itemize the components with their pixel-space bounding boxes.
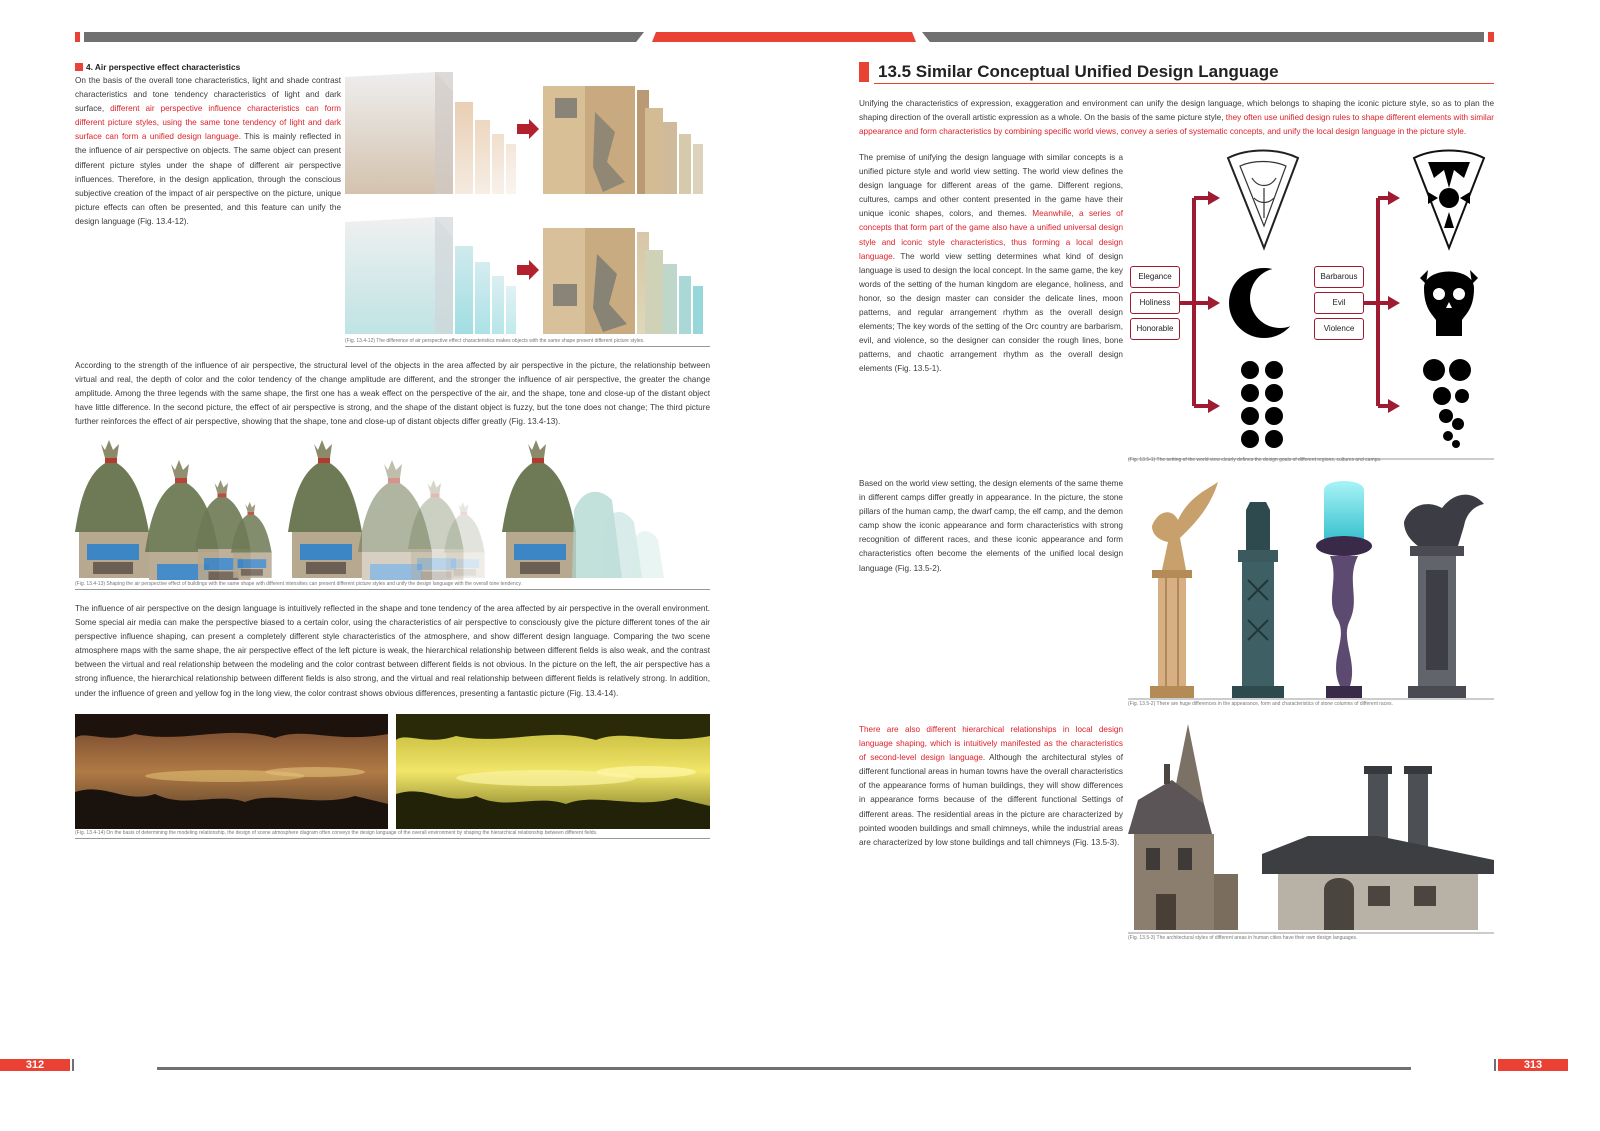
fig-13-5-1-diagram — [1128, 148, 1494, 460]
building-group-strong — [502, 440, 664, 578]
fig-13-5-2-illustration — [1128, 480, 1494, 700]
arrow-icon — [1388, 191, 1400, 205]
page-number-left: 312 — [0, 1059, 70, 1071]
fig-13-5-2-caption: (Fig. 13.5-2) There are huge differences in the appearance, form and characteristics of stone columns of different races. — [1128, 701, 1393, 707]
arrow-icon — [517, 119, 539, 139]
arrow-icon — [1208, 191, 1220, 205]
fig-13-5-3-illustration — [1128, 724, 1494, 934]
dwarf-pillar — [1232, 502, 1284, 698]
bracket-left — [1180, 198, 1210, 406]
heading-square-icon — [75, 63, 83, 71]
industrial-building — [1262, 766, 1494, 930]
fig-13-5-1-caption: (Fig. 13.5-1) The setting of the world view clearly defines the design goals of different regions, cultures and camps. — [1128, 457, 1382, 463]
arrow-icon — [1388, 399, 1400, 413]
scene-weak-perspective — [75, 714, 388, 829]
shield-moon-pattern-icon — [1228, 151, 1298, 249]
page-title: 13.5 Similar Conceptual Unified Design Language — [878, 62, 1279, 81]
box-set-cool-detailed — [543, 228, 703, 334]
fig-13-4-14-caption: (Fig. 13.4-14) On the basis of determining the modeling relationship, the design of scene atmosphere diagram often conveys the design language of the overall environment by shaping the hierarchical relationship between different fields. — [75, 830, 710, 839]
keyword-elegance: Elegance — [1130, 266, 1180, 288]
left-intro-paragraph: On the basis of the overall tone characteristics, light and shade contrast characteristics and tone tendency characteristics of light and dark surface, different air perspective influence characteristics can form different picture styles, using the same tone tendency of light and dark surface can form a unified design language. This is mainly reflected in the influence of air perspective on objects. The same object can present different picture styles under the shape of different air perspective influences. Therefore, in the design application, through the conscious subjective creation of the impact of air perspective on the picture, unique picture effects can often be presented, and this feature can unify the design language (Fig. 13.4-12). — [75, 76, 341, 226]
title-underline — [874, 83, 1494, 84]
human-pillar — [1150, 482, 1218, 698]
top-bar-center-red — [652, 32, 916, 42]
arrow-icon — [1388, 296, 1400, 310]
arrow-icon — [1208, 296, 1220, 310]
fig-13-4-13-caption: (Fig. 13.4-13) Shaping the air perspective effect of buildings with the same shape with different intensities can present different picture styles and unify the design language with the overall tone tendency. — [75, 581, 710, 590]
fig-13-4-12-illustration — [345, 72, 710, 340]
right-paragraph-3: Based on the world view setting, the design elements of the same theme in different camps differ greatly in appearance. In the picture, the stone pillars of the human camp, the dwarf camp, the elf camp, and the demon camp show the iconic appearance and form characteristics with strong recognition of different races, and these iconic appearance and form characteristics often become the elements of the unified local design language (Fig. 13.5-2). — [859, 479, 1123, 573]
right-paragraph-2: The premise of unifying the design language with similar concepts is a unified picture style and world view setting. The world view defines the design language for different areas of the game. Different regions, cultures, camps and other content presented in the game have their unique iconic shapes, colors, and themes. Meanwhile, a series of concepts that form part of the game also have a unified universal design style and iconic style characteristics, thus forming a local design language. The world view setting determines what kind of design language is used to design the local concept. In the same game, the key words of the setting of the human kingdom are elegance, holiness, and honor, so the design master can consider the delicate lines, moon patterns, and regular arrangement rhythm as the overall design elements; The key words of the setting of the Orc country are barbarism, evil, and violence, so the designer can consider the rough lines, bone patterns, and chaotic arrangement rhythm as the overall design elements (Fig. 13.5-1). — [859, 153, 1123, 374]
left-paragraph-3: The influence of air perspective on the design language is intuitively reflected in the shape and tone tendency of the area affected by air perspective in the overall environment. Some special air media can make the perspective biased to a certain color, using the characteristics of air perspective to consciously give the picture different tones of the air perspective influence shaping, can present a completely different style characteristics of the atmosphere, and show different design language. Comparing the two scene atmosphere maps with the same shape, the air perspective effect of the left picture is weak, the hierarchical relationship between different fields is also weak, and the contrast between the virtual and real relationship between the modeling and the color contrast between different fields is not obvious. In the picture on the left, the air perspective has a strong influence, the hierarchical relationship between different fields is also strong, and the virtual and real relationship between different fields is relatively strong. In addition, under the influence of green and yellow fog in the long view, the color contrast shows obvious differences, presenting a fantastic picture (Fig. 13.4-14). — [75, 604, 710, 698]
elf-pillar — [1316, 481, 1372, 698]
top-bar-left-gray — [84, 32, 644, 42]
footer-tick-right — [1494, 1059, 1496, 1071]
top-bar-right-red — [1488, 32, 1494, 42]
keyword-evil: Evil — [1314, 292, 1364, 314]
keyword-barbarous: Barbarous — [1314, 266, 1364, 288]
fig-13-5-3-caption: (Fig. 13.5-3) The architectural styles of different areas in human cities have their own design languages. — [1128, 935, 1358, 941]
crescent-moon-icon — [1229, 268, 1310, 338]
fig-13-4-12-caption: (Fig. 13.4-12) The difference of air perspective effect characteristics makes objects with the same shape present different picture styles. — [345, 338, 710, 347]
left-paragraph-2: According to the strength of the influence of air perspective, the structural level of the objects in the area affected by air perspective in the picture, the relationship between virtual and real, the depth of color and the color tendency of the change amplitude are different, and the stronger the influence of air perspective, the greater the change amplitude. Among the three legends with the same shape, the first one has a weak effect on the perspective of the air, and the shape, tone and close-up of the distant object have little difference. In the second picture, the effect of air perspective is strong, and the shape of the distant object is fuzzy, but the tone does not change; The third picture further reinforces the effect of air perspective, showing that the shape, tone and close-up of distant objects differ greatly (Fig. 13.4-13). — [75, 361, 710, 427]
right-paragraph-4: There are also different hierarchical relationships in local design language shaping, which is intuitively manifested as the characteristics of second-level design language. Although the architectural styles of different functional areas in human towns have the overall characteristics of the appearance forms of human buildings, they will show differences in appearance forms because of the different functional Settings of different areas. The residential areas in the picture are characterized by pointed wooden buildings and small chimneys, while the industrial areas are characterized by low stone buildings and tall chimneys (Fig. 13.5-3). — [859, 725, 1123, 847]
residential-building — [1128, 724, 1238, 930]
footer-tick-left — [72, 1059, 74, 1071]
right-intro-paragraph: Unifying the characteristics of expression, exaggeration and environment can unify the design language, which belongs to shaping the iconic picture style, so as to plan the shaping direction of the overall artistic expression as a whole. On the basis of the same picture style, they often use unified design rules to shape different elements with similar appearance and form characteristics by combining specific world views, convey a series of systematic concepts, and unify the local design language in the picture style. — [859, 99, 1494, 137]
skull-icon — [1420, 270, 1478, 336]
dots-chaotic-icon — [1423, 359, 1471, 448]
top-bar-right-gray — [922, 32, 1484, 42]
keyword-honorable: Honorable — [1130, 318, 1180, 340]
footer-rule — [157, 1067, 1411, 1070]
box-set-warm-detailed — [543, 86, 703, 194]
keyword-violence: Violence — [1314, 318, 1364, 340]
demon-pillar — [1404, 495, 1484, 698]
building-group-weak — [75, 440, 272, 580]
box-set-warm-plain — [345, 72, 516, 194]
fig-13-4-14-illustration — [75, 714, 710, 829]
title-marker-red — [859, 62, 869, 82]
fig-13-4-13-illustration — [75, 440, 710, 580]
top-bar-left-red — [75, 32, 80, 42]
section-heading: 4. Air perspective effect characteristics — [75, 62, 345, 72]
shield-bone-pattern-icon — [1414, 151, 1484, 249]
building-group-medium — [288, 440, 485, 580]
arrow-icon — [1208, 399, 1220, 413]
arrow-icon — [517, 260, 539, 280]
scene-strong-perspective — [396, 714, 710, 829]
page-number-right: 313 — [1498, 1059, 1568, 1071]
bracket-right — [1364, 198, 1390, 406]
dots-regular-icon — [1241, 361, 1283, 448]
keyword-holiness: Holiness — [1130, 292, 1180, 314]
box-set-cool-plain — [345, 217, 516, 334]
